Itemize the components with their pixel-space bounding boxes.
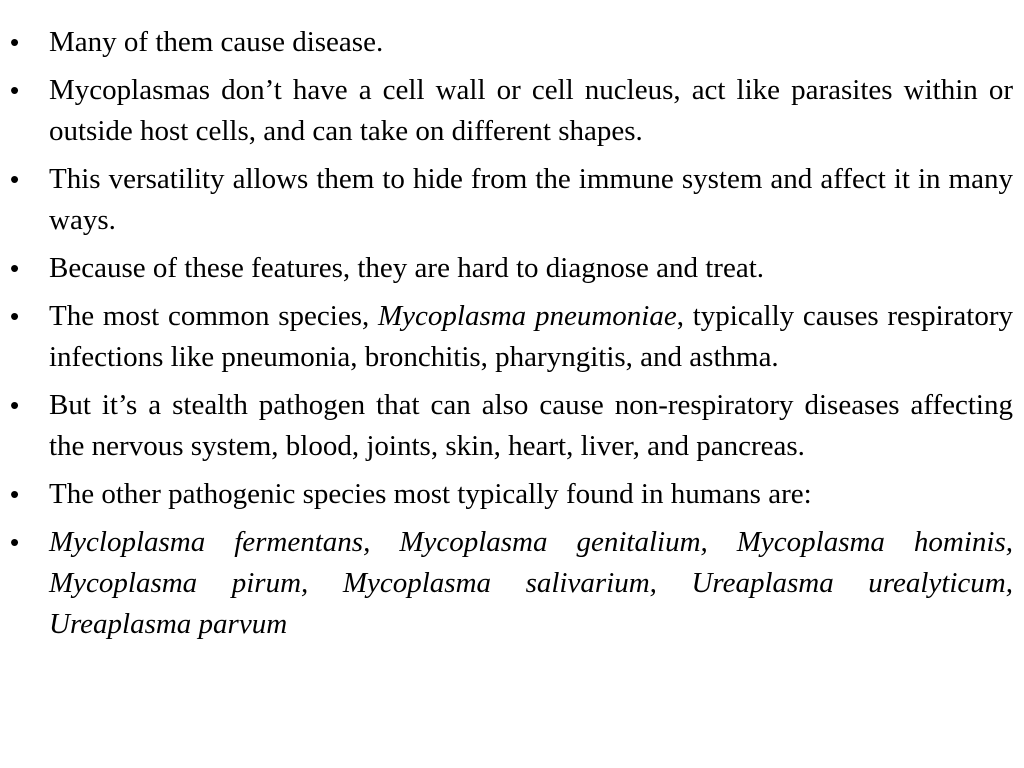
species-name: Mycoplasma pneumoniae	[378, 300, 677, 332]
bullet-item-7	[10, 474, 1013, 515]
bullet-text: Because of these features, they are hard to diagnose and treat.	[49, 252, 765, 284]
bullet-item-4	[10, 248, 1013, 289]
bullet-text: This versatility allows them to hide from the immune system and affect it in many ways.	[49, 163, 1013, 236]
bullet-text: But it’s a stealth pathogen that can also cause non-respiratory diseases affecting the nervous system, blood, joints, skin, heart, liver, and pancreas.	[49, 389, 1013, 462]
species-list: Mycloplasma fermentans, Mycoplasma genitalium, Mycoplasma hominis, Mycoplasma pirum, Mycoplasma salivarium, Ureaplasma urealyticum, Ureaplasma parvum	[49, 526, 1013, 640]
bullet-text: Mycoplasmas don’t have a cell wall or cell nucleus, act like parasites within or outside host cells, and can take on different shapes.	[49, 74, 1013, 147]
bullet-icon: •	[10, 301, 20, 331]
bullet-list	[10, 22, 1013, 652]
bullet-item-1	[10, 22, 1013, 63]
bullet-icon: •	[10, 75, 20, 105]
bullet-icon: •	[10, 527, 20, 557]
bullet-icon: •	[10, 479, 20, 509]
bullet-text: Many of them cause disease.	[49, 26, 384, 58]
bullet-text: The other pathogenic species most typically found in humans are:	[49, 478, 812, 510]
bullet-item-6	[10, 385, 1013, 467]
bullet-item-5	[10, 296, 1013, 378]
bullet-item-2	[10, 70, 1013, 152]
bullet-icon: •	[10, 27, 20, 57]
bullet-icon: •	[10, 390, 20, 420]
bullet-icon: •	[10, 253, 20, 283]
bullet-icon: •	[10, 164, 20, 194]
bullet-text-before: The most common species,	[49, 300, 378, 332]
bullet-item-3	[10, 159, 1013, 241]
bullet-text-after: , typically causes respiratory infections like pneumonia, bronchitis, pharyngitis, and asthma.	[49, 300, 1013, 373]
bullet-item-8	[10, 522, 1013, 645]
